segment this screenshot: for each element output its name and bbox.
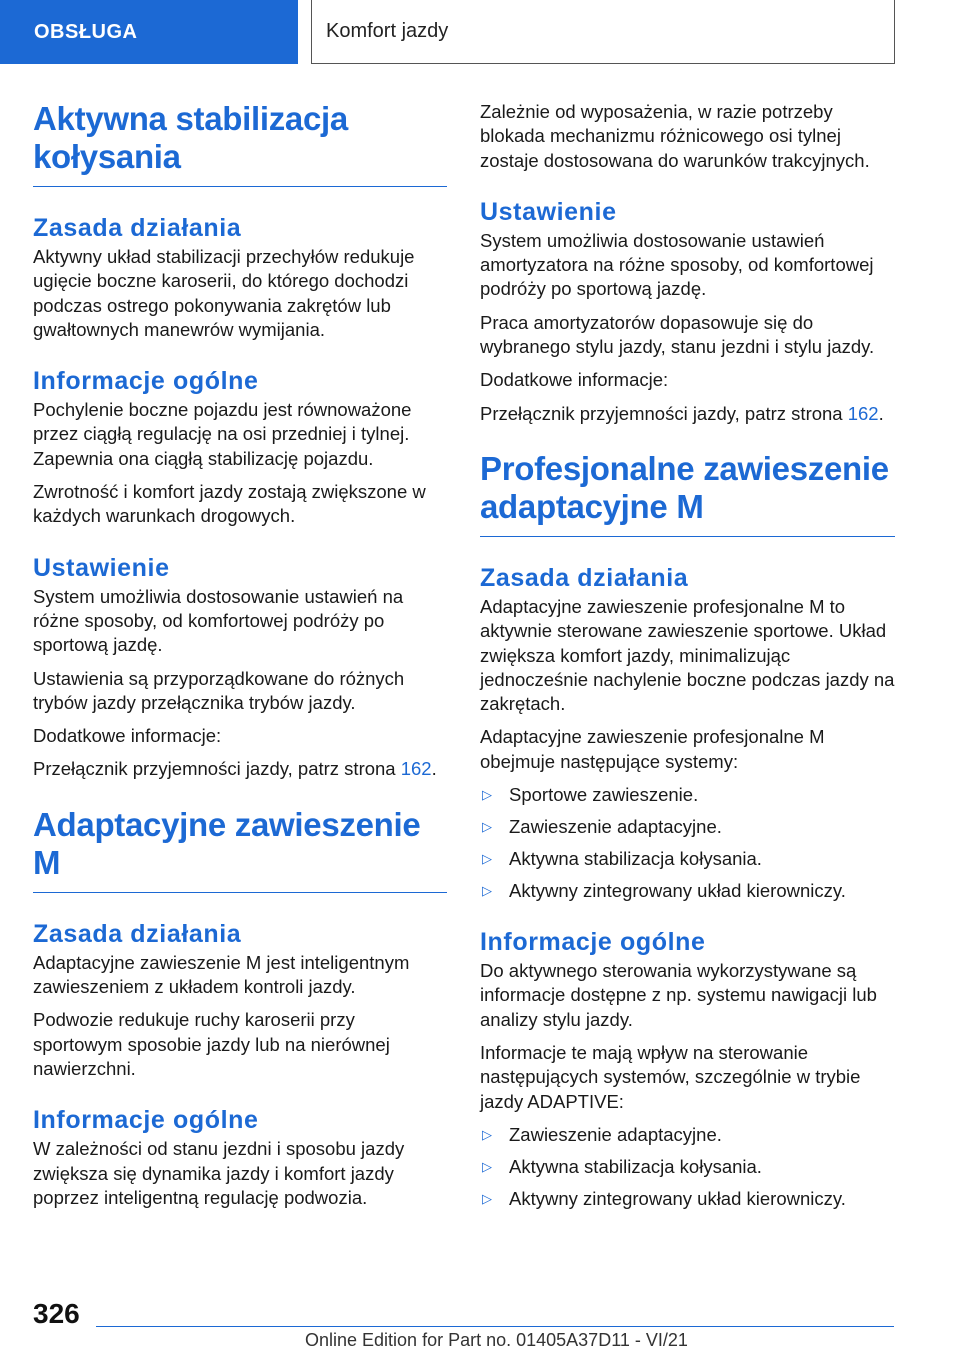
list-item-text: Zawieszenie adaptacyjne. <box>509 816 722 838</box>
header-chapter-box <box>311 0 895 64</box>
section-heading: Informacje ogólne <box>480 928 706 957</box>
chapter-title: Adaptacyjne zawieszenie M <box>33 805 421 881</box>
reference-paragraph <box>33 757 447 781</box>
section-heading: Zasada działania <box>33 919 242 948</box>
triangle-right-outline-icon: ▷ <box>482 1126 492 1142</box>
section-heading: Ustawienie <box>33 553 170 582</box>
list-item <box>480 1187 895 1211</box>
footer-edition-text: Online Edition for Part no. 01405A37D11 - VI/21 <box>305 1330 688 1350</box>
page-reference-link[interactable]: 162 <box>400 758 432 780</box>
list-item <box>480 847 895 871</box>
list-item-text: Aktywna stabilizacja kołysania. <box>509 1155 762 1177</box>
paragraph: Adaptacyjne zawieszenie profesjonalne M to aktywnie sterowane zawieszenie sportowe. Układ zwiększa komfort jazdy, minimalizując jednocześnie nachylenie boczne podczas jazdy na zakrętach. <box>480 595 895 715</box>
paragraph: W zależności od stanu jezdni i sposobu jazdy zwiększa się dynamika jazdy i komfort jazdy poprzez inteligentną regulację podwozia. <box>33 1138 405 1208</box>
paragraph: Praca amortyzatorów dopasowuje się do wybranego stylu jazdy, stanu jezdni i stylu jazdy. <box>480 311 875 358</box>
section-heading: Informacje ogólne <box>33 367 259 396</box>
reference-period: . <box>431 758 437 780</box>
chapter-title: Profesjonalne zawieszenie adaptacyjne M <box>480 449 889 525</box>
paragraph: Adaptacyjne zawieszenie profesjonalne M obejmuje następujące systemy: <box>480 726 825 772</box>
right-column <box>480 100 895 1235</box>
triangle-right-outline-icon: ▷ <box>482 819 492 835</box>
footer-divider <box>96 1326 894 1327</box>
list-item <box>480 1155 895 1179</box>
list-item <box>480 783 895 807</box>
section-general-info <box>480 927 895 1211</box>
list-item <box>480 1123 895 1147</box>
list-item <box>480 879 895 903</box>
section-principle <box>33 919 447 1081</box>
title-divider <box>480 536 895 537</box>
list-item <box>480 815 895 839</box>
reference-paragraph <box>480 402 895 426</box>
paragraph: System umożliwia dostosowanie ustawień na różne sposoby, od komfortowej podróży po sportową jazdę. <box>33 585 404 656</box>
section-settings <box>33 553 447 782</box>
reference-text: Przełącznik przyjemności jazdy, patrz strona <box>480 402 848 424</box>
paragraph: Do aktywnego sterowania wykorzystywane są informacje dostępne z np. systemu nawigacji lub analizy stylu jazdy. <box>480 960 877 1030</box>
section-general-info <box>33 1105 447 1210</box>
paragraph: Pochylenie boczne pojazdu jest równoważone przez ciągłą regulację na osi przedniej i tylnej. Zapewnia ona ciągłą stabilizację pojazdu. <box>33 399 412 469</box>
section-heading: Ustawienie <box>480 197 617 226</box>
paragraph: Ustawienia są przyporządkowane do różnych trybów jazdy przełącznika trybów jazdy. <box>33 667 405 713</box>
list-item-text: Zawieszenie adaptacyjne. <box>509 1123 722 1145</box>
systems-list <box>480 783 895 903</box>
paragraph: Aktywny układ stabilizacji przechyłów redukuje ugięcie boczne karoserii, do którego dochodzi podczas ostrego pokonywania zakrętów lub gwałtownych manewrów wymijania. <box>33 246 415 340</box>
header-section-label: OBSŁUGA <box>34 20 138 43</box>
paragraph: Dodatkowe informacje: <box>33 725 222 747</box>
paragraph: Informacje te mają wpływ na sterowanie następujących systemów, szczególnie w trybie jazdy ADAPTIVE: <box>480 1041 861 1112</box>
reference-text: Przełącznik przyjemności jazdy, patrz strona <box>33 758 401 780</box>
reference-period: . <box>878 402 884 424</box>
page-number: 326 <box>33 1298 80 1329</box>
left-column <box>33 100 447 1234</box>
list-item-text: Aktywna stabilizacja kołysania. <box>509 848 762 870</box>
systems-list <box>480 1123 895 1211</box>
header-section-tab <box>0 0 298 64</box>
paragraph: Zależnie od wyposażenia, w razie potrzeby blokada mechanizmu różnicowego osi tylnej zostaje dostosowana do warunków trakcyjnych. <box>480 101 870 171</box>
section-continued <box>480 100 895 173</box>
page-reference-link[interactable]: 162 <box>847 402 879 424</box>
list-item-text: Aktywny zintegrowany układ kierowniczy. <box>509 880 846 902</box>
page-title: Aktywna stabilizacja kołysania <box>33 100 348 175</box>
list-item-text: Aktywny zintegrowany układ kierowniczy. <box>509 1187 846 1209</box>
section-general-info <box>33 366 447 528</box>
title-divider <box>33 892 447 893</box>
triangle-right-outline-icon: ▷ <box>482 851 492 867</box>
section-heading: Informacje ogólne <box>33 1106 259 1135</box>
section-heading: Zasada działania <box>33 214 242 242</box>
section-principle <box>33 213 447 342</box>
paragraph: System umożliwia dostosowanie ustawień amortyzatora na różne sposoby, od komfortowej podróży po sportową jazdę. <box>480 229 874 300</box>
paragraph: Podwozie redukuje ruchy karoserii przy sportowym sposobie jazdy lub na nierównej nawierzchni. <box>33 1009 390 1079</box>
section-settings <box>480 197 895 426</box>
triangle-right-outline-icon: ▷ <box>482 883 492 899</box>
triangle-right-outline-icon: ▷ <box>482 787 492 803</box>
triangle-right-outline-icon: ▷ <box>482 1158 492 1174</box>
header-chapter-label: Komfort jazdy <box>326 20 449 42</box>
section-heading: Zasada działania <box>480 563 689 592</box>
triangle-right-outline-icon: ▷ <box>482 1190 492 1206</box>
paragraph: Adaptacyjne zawieszenie M jest inteligentnym zawieszeniem z układem kontroli jazdy. <box>33 951 410 998</box>
section-principle <box>480 563 895 903</box>
list-item-text: Sportowe zawieszenie. <box>509 784 699 806</box>
paragraph: Zwrotność i komfort jazdy zostają zwiększone w każdych warunkach drogowych. <box>33 481 426 527</box>
paragraph: Dodatkowe informacje: <box>480 369 669 391</box>
title-divider <box>33 186 447 187</box>
